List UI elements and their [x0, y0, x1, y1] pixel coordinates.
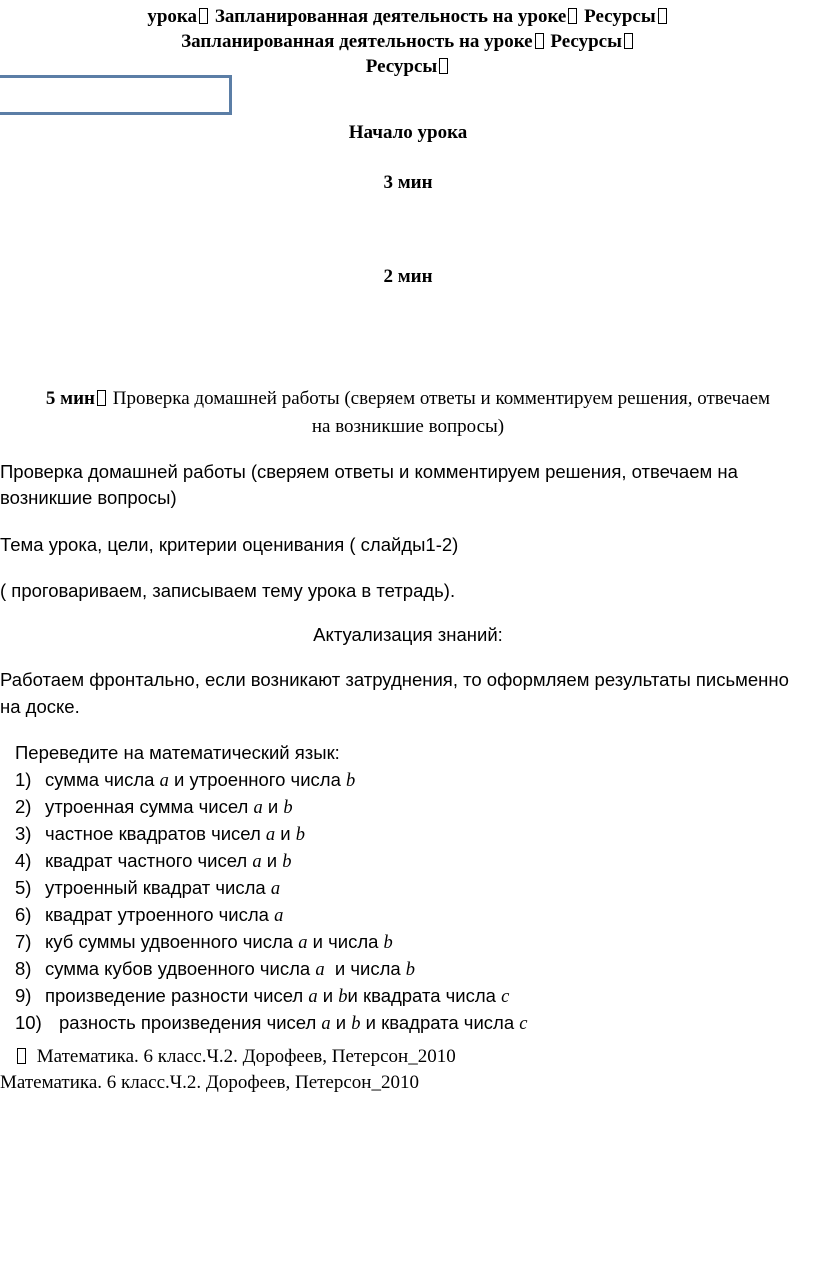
- lesson-start-heading: Начало урока: [348, 122, 468, 143]
- missing-glyph-icon: [199, 8, 208, 24]
- homework-check-centered-1: Проверка домашней работы (сверяем ответы и комментируем решения, отвечаем: [112, 388, 771, 409]
- header-line-1: урока Запланированная деятельность на уроке Ресурсы: [0, 6, 816, 28]
- empty-table-cell: [0, 75, 232, 115]
- time-2-min: 2 мин: [383, 266, 433, 287]
- frontal-line-2: на доске.: [0, 696, 80, 717]
- time-5-min: 5 мин: [45, 388, 96, 409]
- source-reference-indented: Математика. 6 класс.Ч.2. Дорофеев, Петерсон_2010: [15, 1046, 456, 1068]
- time-3-min: 3 мин: [383, 172, 433, 193]
- missing-glyph-icon: [535, 33, 544, 49]
- time-5-min-line: [0, 388, 816, 410]
- translate-prompt: Переведите на математический язык:: [15, 742, 340, 763]
- list-item: 6) квадрат утроенного числа a: [15, 904, 284, 926]
- topic-note: ( проговариваем, записываем тему урока в тетрадь).: [0, 580, 456, 601]
- list-item: 4) квадрат частного чисел a и b: [15, 850, 292, 872]
- list-item: 7) куб суммы удвоенного числа a и числа b: [15, 931, 393, 953]
- list-item: 1) сумма числа a и утроенного числа b: [15, 769, 356, 791]
- missing-glyph-icon: [624, 33, 633, 49]
- missing-glyph-icon: [97, 390, 106, 406]
- actualization-heading: Актуализация знаний:: [313, 624, 503, 645]
- frontal-line-1: Работаем фронтально, если возникают затруднения, то оформляем результаты письменно: [0, 669, 789, 690]
- lesson-topic: Тема урока, цели, критерии оценивания ( слайды1-2): [0, 534, 459, 555]
- missing-glyph-icon: [568, 8, 577, 24]
- homework-check-centered-2: на возникшие вопросы): [311, 416, 505, 437]
- list-item: 8) сумма кубов удвоенного числа a и числа b: [15, 958, 416, 980]
- task-list: [15, 769, 527, 1039]
- missing-glyph-icon: [439, 58, 448, 74]
- list-item: 3) частное квадратов чисел a и b: [15, 823, 306, 845]
- list-item: 10) разность произведения чисел a и b и квадрата числа c: [15, 1012, 528, 1034]
- missing-glyph-icon: [658, 8, 667, 24]
- list-item: 5) утроенный квадрат числа a: [15, 877, 281, 899]
- header-line-2: Запланированная деятельность на уроке Ресурсы: [0, 31, 816, 53]
- header-line-3: Ресурсы: [0, 56, 816, 78]
- list-item: 2) утроенная сумма чисел a и b: [15, 796, 293, 818]
- homework-check-line-2: возникшие вопросы): [0, 487, 177, 508]
- list-item: 9) произведение разности чисел a и bи квадрата числа c: [15, 985, 510, 1007]
- source-reference: Математика. 6 класс.Ч.2. Дорофеев, Петерсон_2010: [0, 1072, 419, 1093]
- homework-check-line-1: Проверка домашней работы (сверяем ответы и комментируем решения, отвечаем на: [0, 461, 738, 482]
- missing-glyph-icon: [17, 1048, 26, 1064]
